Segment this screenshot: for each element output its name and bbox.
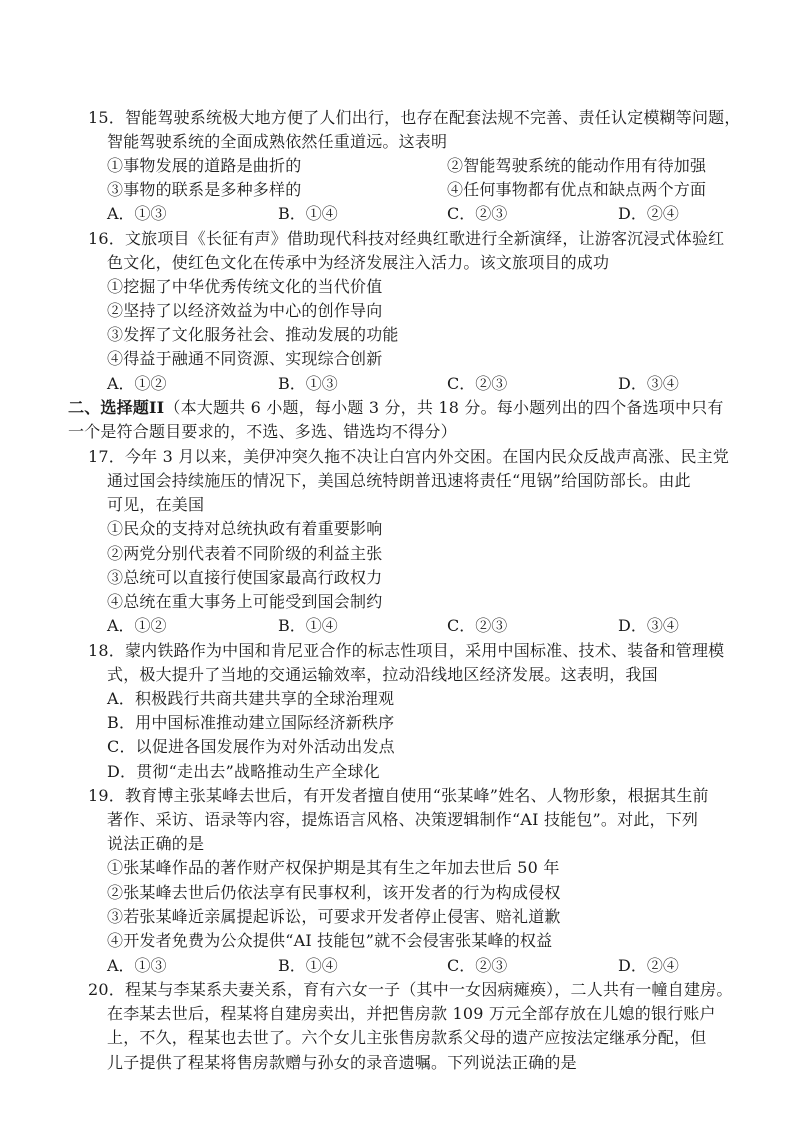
q19-stem-line-2: 著作、采访、语录等内容，提炼语言风格、决策逻辑制作“AI 技能包”。对此，下列 (107, 810, 699, 829)
q20-stem-line-3: 上，不久，程某也去世了。六个女儿主张售房款系父母的遗产应按法定继承分配，但 (107, 1028, 707, 1047)
q19-option-c: C．②③ (447, 956, 508, 975)
q19-option-a: A．①③ (107, 956, 167, 975)
q17-stem-line-3: 可见，在美国 (107, 495, 205, 514)
q16-stem-line-2: 色文化，使红色文化在传承中为经济发展注入活力。该文旅项目的成功 (107, 253, 610, 272)
q15-option-a: A．①③ (107, 204, 167, 223)
q18-choice-b: B．用中国标准推动建立国际经济新秩序 (107, 713, 395, 732)
q15-stem-line-1: 15．智能驾驶系统极大地方便了人们出行，也存在配套法规不完善、责任认定模糊等问题， (88, 108, 741, 127)
q20-stem-line-4: 儿子提供了程某将售房款赠与孙女的录音遗嘱。下列说法正确的是 (107, 1053, 577, 1072)
section-2-heading-line-2: 一个是符合题目要求的，不选、多选、错选均不得分） (68, 422, 457, 441)
q15-stem-line-2: 智能驾驶系统的全面成熟依然任重道远。这表明 (107, 132, 448, 151)
q15-item-3: ③事物的联系是多种多样的 (107, 180, 302, 199)
section-2-heading-line-1 (68, 397, 724, 419)
q19-item-2: ②张某峰去世后仍依法享有民事权利，该开发者的行为构成侵权 (107, 883, 561, 902)
section-2-instructions: （本大题共 6 小题，每小题 3 分，共 18 分。每小题列出的四个备选项中只有 (164, 398, 724, 417)
q16-option-c: C．②③ (447, 374, 508, 393)
q18-stem-line-1: 18．蒙内铁路作为中国和肯尼亚合作的标志性项目，采用中国标准、技术、装备和管理模 (88, 641, 725, 660)
q18-choice-a: A．积极践行共商共建共享的全球治理观 (107, 689, 395, 708)
q20-stem-line-2: 在李某去世后，程某将自建房卖出，并把售房款 109 万元全部存放在儿媳的银行账户 (107, 1004, 716, 1023)
q16-stem-line-1: 16．文旅项目《长征有声》借助现代科技对经典红歌进行全新演绎，让游客沉浸式体验红 (88, 229, 725, 248)
q19-option-d: D．②④ (618, 956, 679, 975)
q15-item-1: ①事物发展的道路是曲折的 (107, 156, 302, 175)
q19-item-1: ①张某峰作品的著作财产权保护期是其有生之年加去世后 50 年 (107, 858, 560, 877)
q19-stem-line-3: 说法正确的是 (107, 834, 205, 853)
q15-option-c: C．②③ (447, 204, 508, 223)
q16-item-1: ①挖掘了中华优秀传统文化的当代价值 (107, 277, 383, 296)
q20-stem-line-1: 20．程某与李某系夫妻关系，育有六女一子（其中一女因病瘫痪），二人共有一幢自建房。 (88, 980, 733, 999)
q17-option-c: C．②③ (447, 616, 508, 635)
q15-option-b: B．①④ (278, 204, 338, 223)
q19-item-4: ④开发者免费为公众提供“AI 技能包”就不会侵害张某峰的权益 (107, 931, 553, 950)
q17-option-a: A．①② (107, 616, 167, 635)
q17-item-2: ②两党分别代表着不同阶级的利益主张 (107, 544, 383, 563)
q19-option-b: B．①④ (278, 956, 338, 975)
q16-option-b: B．①③ (278, 374, 338, 393)
q15-option-d: D．②④ (618, 204, 679, 223)
q17-item-1: ①民众的支持对总统执政有着重要影响 (107, 519, 383, 538)
q18-choice-c: C．以促进各国发展作为对外活动出发点 (107, 737, 395, 756)
q18-choice-d: D．贯彻“走出去”战略推动生产全球化 (107, 762, 380, 781)
q16-item-4: ④得益于融通不同资源、实现综合创新 (107, 349, 383, 368)
q16-item-2: ②坚持了以经济效益为中心的创作导向 (107, 301, 383, 320)
q19-stem-line-1: 19．教育博主张某峰去世后，有开发者擅自使用“张某峰”姓名、人物形象，根据其生前 (88, 786, 709, 805)
q15-item-2: ②智能驾驶系统的能动作用有待加强 (447, 156, 707, 175)
q16-item-3: ③发挥了文化服务社会、推动发展的功能 (107, 325, 399, 344)
q17-option-b: B．①④ (278, 616, 338, 635)
q17-option-d: D．③④ (618, 616, 679, 635)
q16-option-d: D．③④ (618, 374, 679, 393)
section-2-title: 二、选择题II (68, 398, 165, 417)
q15-item-4: ④任何事物都有优点和缺点两个方面 (447, 180, 707, 199)
q16-option-a: A．①② (107, 374, 167, 393)
q17-item-3: ③总统可以直接行使国家最高行政权力 (107, 568, 383, 587)
q18-stem-line-2: 式，极大提升了当地的交通运输效率，拉动沿线地区经济发展。这表明，我国 (107, 665, 658, 684)
q17-stem-line-1: 17．今年 3 月以来，美伊冲突久拖不决让白宫内外交困。在国内民众反战声高涨、民主党 (88, 447, 730, 466)
q19-item-3: ③若张某峰近亲属提起诉讼，可要求开发者停止侵害、赔礼道歉 (107, 907, 561, 926)
q17-item-4: ④总统在重大事务上可能受到国会制约 (107, 592, 383, 611)
q17-stem-line-2: 通过国会持续施压的情况下，美国总统特朗普迅速将责任“甩锅”给国防部长。由此 (107, 471, 691, 490)
